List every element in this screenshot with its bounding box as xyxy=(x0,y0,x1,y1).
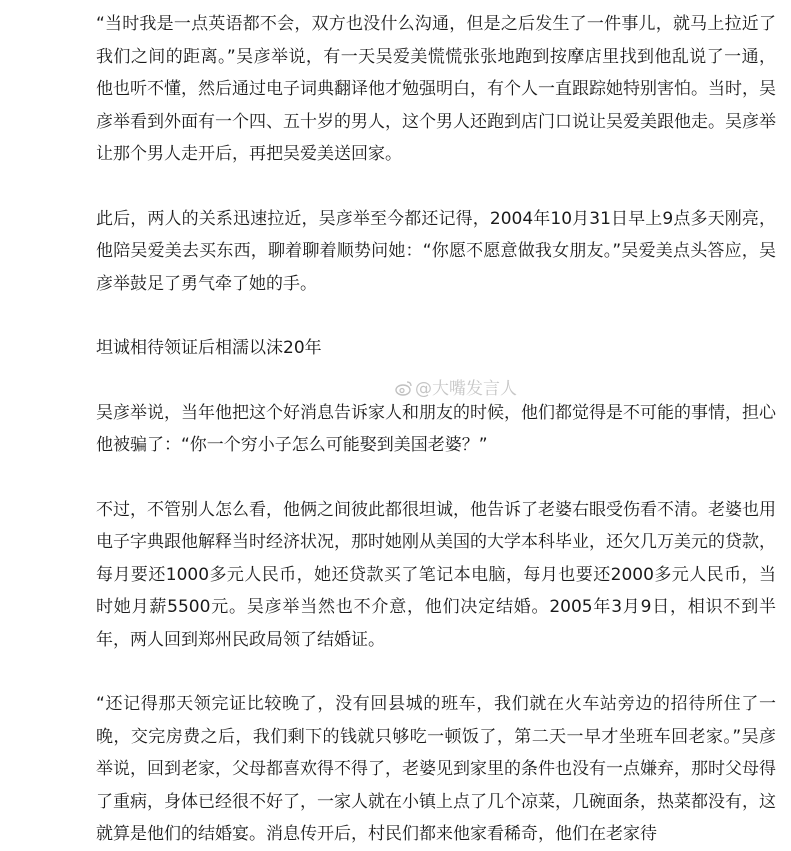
paragraph-4: 不过，不管别人怎么看，他俩之间彼此都很坦诚，他告诉了老婆右眼受伤看不清。老婆也用电子字典跟他解释当时经济状况，那时她刚从美国的大学本科毕业，还欠几万美元的贷款，每月要还1000多元人民币，她还贷款买了笔记本电脑，每月也要还2000多元人民币，当时她月薪5500元。吴彦举当然也不介意，他们决定结婚。2005年3月9日，相识不到半年，两人回到郑州民政局领了结婚证。 xyxy=(96,499,776,650)
paragraph-5: “还记得那天领完证比较晚了，没有回县城的班车，我们就在火车站旁边的招待所住了一晚，交完房费之后，我们剩下的钱就只够吃一顿饭了，第二天一早才坐班车回老家。”吴彦举说，回到老家，父母都喜欢得不得了，老婆见到家里的条件也没有一点嫌弃，那时父母得了重病，身体已经很不好了，一家人就在小镇上点了几个凉菜，几碗面条，热菜都没有，这就算是他们的结婚宴。消息传开后，村民们都来他家看稀奇，他们在老家待 xyxy=(96,694,776,844)
watermark-text: @大嘴发言人 xyxy=(415,379,517,399)
paragraph-2: 此后，两人的关系迅速拉近，吴彦举至今都还记得，2004年10月31日早上9点多天刚亮，他陪吴爱美去买东西，聊着聊着顺势问她：“你愿不愿意做我女朋友。”吴爱美点头答应，吴彦举鼓足了勇气牵了她的手。 xyxy=(96,208,776,294)
article-body xyxy=(96,8,776,851)
paragraph-3: 吴彦举说，当年他把这个好消息告诉家人和朋友的时候，他们都觉得是不可能的事情，担心他被骗了：“你一个穷小子怎么可能娶到美国老婆？” xyxy=(96,402,776,455)
section-subheading: 坦诚相待领证后相濡以沫20年 xyxy=(96,338,322,358)
paragraph-1: “当时我是一点英语都不会，双方也没什么沟通，但是之后发生了一件事儿，就马上拉近了我们之间的距离。”吴彦举说，有一天吴爱美慌慌张张地跑到按摩店里找到他乱说了一通，他也听不懂，然后通过电子词典翻译他才勉强明白，有个人一直跟踪她特别害怕。当时，吴彦举看到外面有一个四、五十岁的男人，这个男人还跑到店门口说让吴爱美跟他走。吴彦举让那个男人走开后，再把吴爱美送回家。 xyxy=(96,14,776,164)
